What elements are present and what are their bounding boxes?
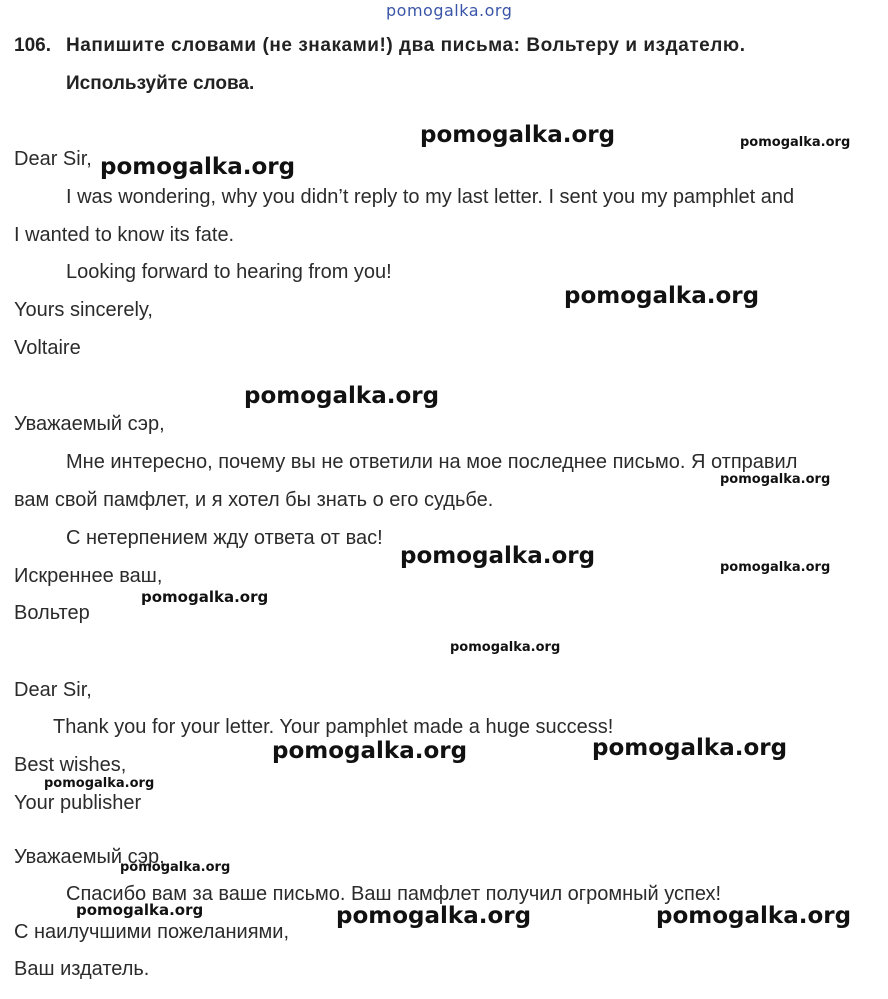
letter1-en-body1: I was wondering, why you didn’t reply to my last letter. I sent you my pamphlet and [66,186,795,208]
letter1-ru-body3: С нетерпением жду ответа от вас! [66,527,383,549]
letter1-en-body3: Looking forward to hearing from you! [66,261,392,283]
letter1-ru-body2: вам свой памфлет, и я хотел бы знать о его судьбе. [14,489,494,511]
letter1-en-signature: Voltaire [14,337,81,359]
watermark: pomogalka.org [656,903,852,929]
watermark: pomogalka.org [244,383,440,409]
letter1-ru-signature: Вольтер [14,602,90,624]
letter1-ru-greeting: Уважаемый сэр, [14,413,165,435]
watermark: pomogalka.org [420,122,616,148]
watermark: pomogalka.org [44,776,155,791]
watermark: pomogalka.org [720,472,831,487]
task-text-line1: Напишите словами (не знаками!) два письма: Вольтеру и издателю. [66,35,746,56]
task-text-line2: Используйте слова. [66,73,255,94]
watermark: pomogalka.org [740,135,851,150]
letter1-ru-body1: Мне интересно, почему вы не ответили на мое последнее письмо. Я отправил [66,451,798,473]
letter2-en-body1: Thank you for your letter. Your pamphlet made a huge success! [53,716,614,738]
letter2-ru-closing: С наилучшими пожеланиями, [14,921,290,943]
watermark: pomogalka.org [336,903,532,929]
letter1-en-greeting: Dear Sir, [14,148,92,170]
letter2-en-closing: Best wishes, [14,754,127,776]
watermark: pomogalka.org [450,640,561,655]
watermark: pomogalka.org [564,283,760,309]
watermark: pomogalka.org [272,738,468,764]
letter2-en-greeting: Dear Sir, [14,679,92,701]
watermark: pomogalka.org [400,543,596,569]
letter2-ru-signature: Ваш издатель. [14,958,150,980]
letter2-ru-greeting: Уважаемый сэр, [14,846,165,868]
header-watermark: pomogalka.org [386,1,513,20]
watermark: pomogalka.org [720,560,831,575]
letter2-en-signature: Your publisher [14,792,142,814]
letter1-en-closing: Yours sincerely, [14,299,153,321]
letter1-en-body2: I wanted to know its fate. [14,224,235,246]
watermark: pomogalka.org [100,154,296,180]
watermark: pomogalka.org [76,901,204,919]
letter2-ru-body1: Спасибо вам за ваше письмо. Ваш памфлет получил огромный успех! [66,883,722,905]
letter1-ru-closing: Искреннее ваш, [14,565,163,587]
watermark: pomogalka.org [141,588,269,606]
watermark: pomogalka.org [592,735,788,761]
task-number: 106. [14,35,51,56]
watermark: pomogalka.org [120,860,231,875]
